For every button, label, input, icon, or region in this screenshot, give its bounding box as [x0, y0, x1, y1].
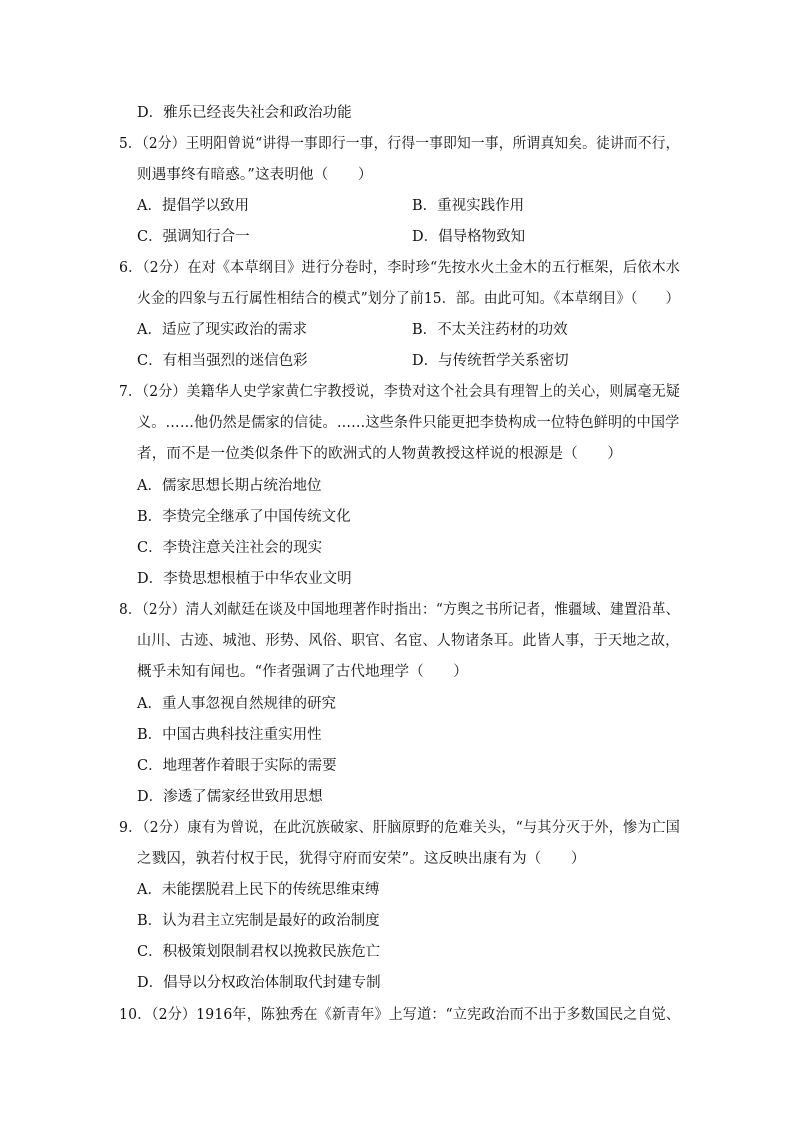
question-5-option-b: B．重视实践作用 [412, 198, 525, 214]
question-5-option-d: D．倡导格物致知 [412, 229, 526, 245]
q4-option-d: D．雅乐已经丧失社会和政治功能 [137, 105, 352, 121]
question-8-line-2: 山川、古迹、城池、形势、风俗、职官、名宦、人物诸条耳。此皆人事，于天地之故， [137, 633, 680, 649]
question-9-option-a: A．未能摆脱君上民下的传统思维束缚 [137, 882, 380, 898]
question-8-option-b: B．中国古典科技注重实用性 [137, 727, 322, 743]
question-9-option-b: B．认为君主立宪制是最好的政治制度 [137, 913, 380, 929]
question-7-option-a: A．儒家思想长期占统治地位 [137, 478, 322, 494]
question-7-line-1: 7．（2分）美籍华人史学家黄仁宇教授说，李贽对这个社会具有理智上的关心，则属毫无疑 [119, 384, 680, 400]
question-6-line-2: 火金的四象与五行属性相结合的模式”划分了前15．部。由此可知。《本草纲目》（ ） [137, 291, 680, 307]
question-7-line-3: 者，而不是一位类似条件下的欧洲式的人物黄教授这样说的根源是（ ） [137, 446, 623, 462]
question-10-line-1: 10．（2分）1916年，陈独秀在《新青年》上写道：“立宪政治而不出于多数国民之自觉、 [119, 1007, 681, 1023]
question-8-option-a: A．重人事忽视自然规律的研究 [137, 696, 336, 712]
question-5-option-a: A．提倡学以致用 [137, 198, 249, 214]
question-9-option-d: D．倡导以分权政治体制取代封建专制 [137, 975, 381, 991]
question-7-option-d: D．李贽思想根植于中华农业文明 [137, 571, 352, 587]
question-8-option-c: C．地理著作着眼于实际的需要 [137, 758, 337, 774]
question-6-option-a: A．适应了现实政治的需求 [137, 322, 307, 338]
question-5-line-1: 5．（2分）王明阳曾说“讲得一事即行一事，行得一事即知一事，所谓真知矣。徒讲而不行， [119, 136, 680, 152]
question-7-line-2: 义。……他仍然是儒家的信徒。……这些条件只能更把李贽构成一位特色鲜明的中国学 [137, 415, 680, 431]
question-9-line-2: 之戮囚，孰若付权于民，犹得守府而安荣”。这反映出康有为（ ） [137, 851, 586, 867]
question-7-option-c: C．李贽注意关注社会的现实 [137, 540, 323, 556]
question-6-option-d: D．与传统哲学关系密切 [412, 353, 569, 369]
question-8-line-1: 8．（2分）清人刘献廷在谈及中国地理著作时指出：“方舆之书所记者，惟疆域、建置沿革、 [119, 602, 680, 618]
question-9-line-1: 9．（2分）康有为曾说，在此沉族破家、肝脑原野的危难关头，“与其分灭于外，惨为亡国 [119, 820, 681, 836]
question-9-option-c: C．积极策划限制君权以挽救民族危亡 [137, 944, 381, 960]
question-5-option-c: C．强调知行合一 [137, 229, 250, 245]
question-5-line-2: 则遇事终有暗惑。”这表明他（ ） [137, 167, 373, 183]
question-6-option-b: B．不太关注药材的功效 [412, 322, 568, 338]
question-6-line-1: 6．（2分）在对《本草纲目》进行分卷时，李时珍“先按水火土金木的五行框架，后依木水 [119, 260, 681, 276]
question-8-line-3: 概乎未知有闻也。“作者强调了古代地理学（ ） [137, 664, 469, 680]
question-6-option-c: C．有相当强烈的迷信色彩 [137, 353, 308, 369]
question-7-option-b: B．李贽完全继承了中国传统文化 [137, 509, 351, 525]
question-8-option-d: D．渗透了儒家经世致用思想 [137, 789, 323, 805]
